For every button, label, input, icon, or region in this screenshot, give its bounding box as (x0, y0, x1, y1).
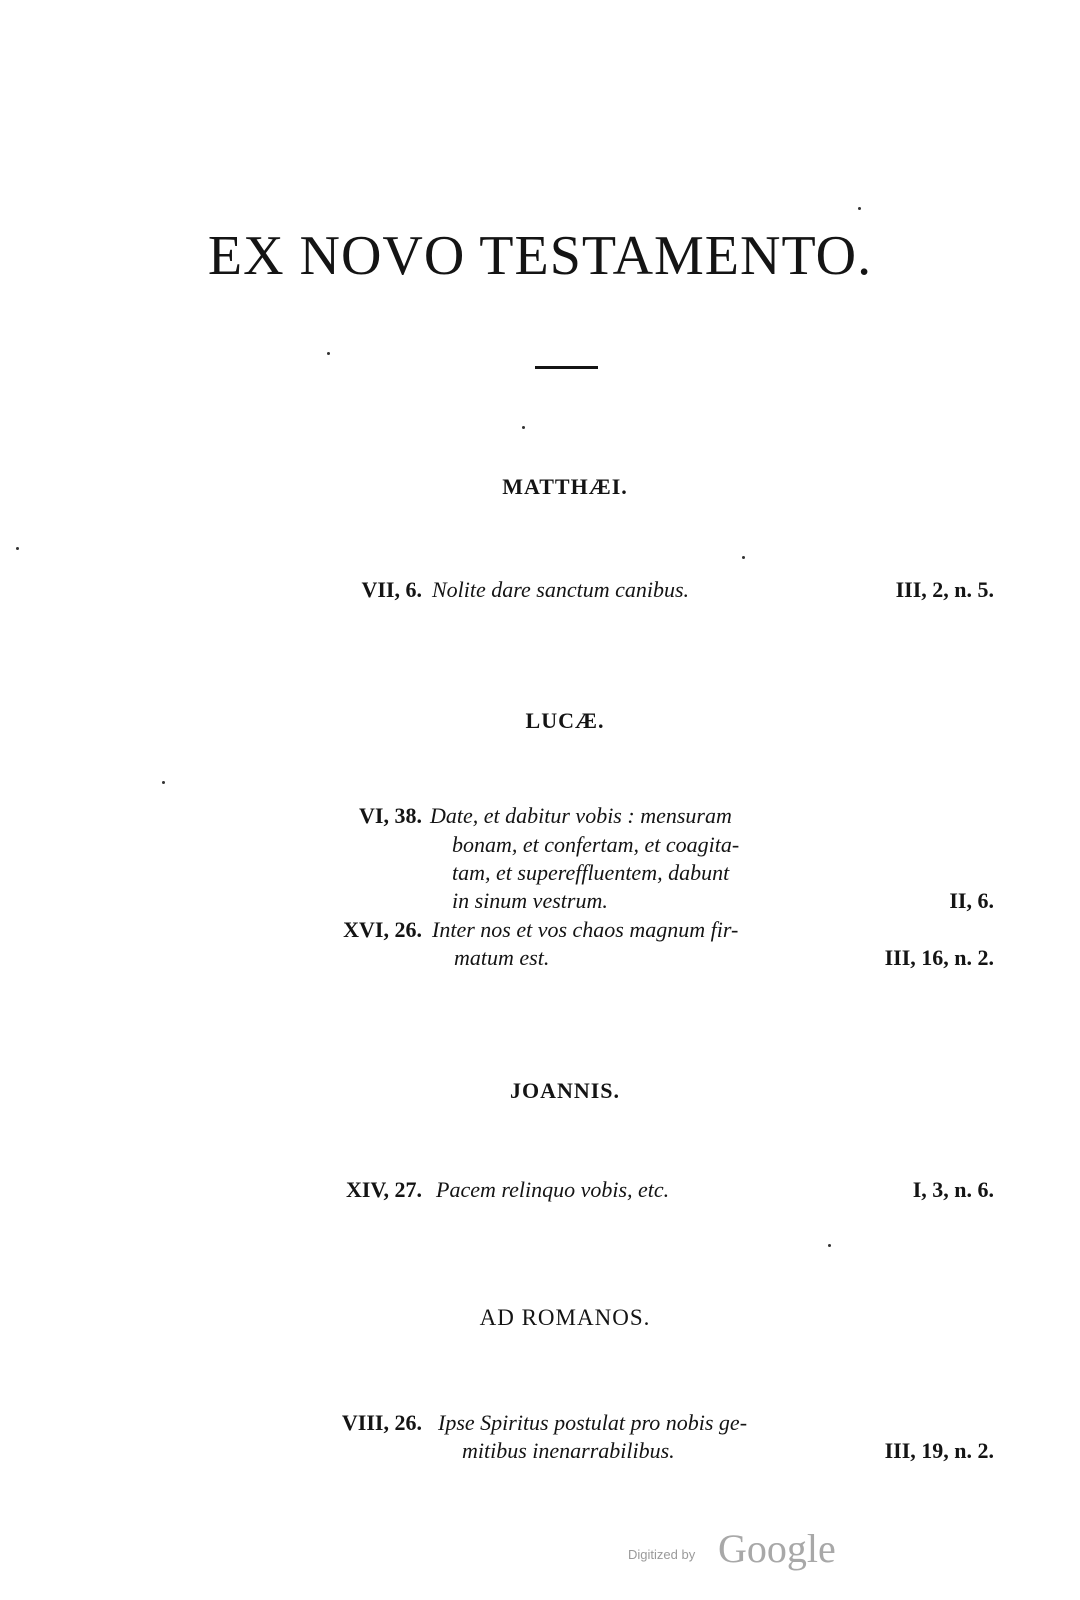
verse-reference: VII, 6. (361, 577, 422, 602)
scan-speck (858, 207, 861, 210)
quotation-line: tam, et supereffluentem, dabunt (452, 860, 730, 885)
verse-reference: VIII, 26. (341, 1410, 422, 1435)
section-heading-ad-romanos: AD ROMANOS. (479, 1305, 651, 1330)
citation-reference: II, 6. (949, 888, 994, 913)
quotation-line: matum est. (454, 945, 550, 970)
scan-speck (742, 556, 745, 559)
digitized-by-label: Digitized by (628, 1547, 696, 1562)
citation-reference: III, 19, n. 2. (884, 1438, 994, 1463)
section-heading-lucae: LUCÆ. (525, 708, 605, 733)
quotation-line: bonam, et confertam, et coagita- (452, 832, 740, 857)
quotation-line: in sinum vestrum. (452, 888, 608, 913)
quotation-line: Nolite dare sanctum canibus. (432, 577, 690, 602)
quotation-line: Ipse Spiritus postulat pro nobis ge- (438, 1410, 748, 1435)
citation-reference: III, 2, n. 5. (895, 577, 994, 602)
scan-speck (16, 547, 19, 550)
scan-speck (162, 781, 165, 784)
verse-reference: XVI, 26. (343, 917, 422, 942)
citation-reference: I, 3, n. 6. (912, 1177, 994, 1202)
page-title: EX NOVO TESTAMENTO. (207, 225, 873, 287)
quotation-line: Date, et dabitur vobis : mensuram (430, 803, 732, 828)
scan-speck (522, 426, 525, 429)
google-watermark: Google (718, 1526, 836, 1571)
section-heading-matthaei: MATTHÆI. (502, 474, 628, 499)
verse-reference: VI, 38. (359, 803, 422, 828)
quotation-line: Pacem relinquo vobis, etc. (436, 1177, 670, 1202)
title-rule (535, 366, 598, 369)
scan-speck (828, 1244, 831, 1247)
quotation-line: Inter nos et vos chaos magnum fir- (432, 917, 739, 942)
scan-speck (327, 352, 330, 355)
quotation-line: mitibus inenarrabilibus. (462, 1438, 675, 1463)
section-heading-joannis: JOANNIS. (509, 1078, 621, 1103)
citation-reference: III, 16, n. 2. (884, 945, 994, 970)
verse-reference: XIV, 27. (345, 1177, 422, 1202)
